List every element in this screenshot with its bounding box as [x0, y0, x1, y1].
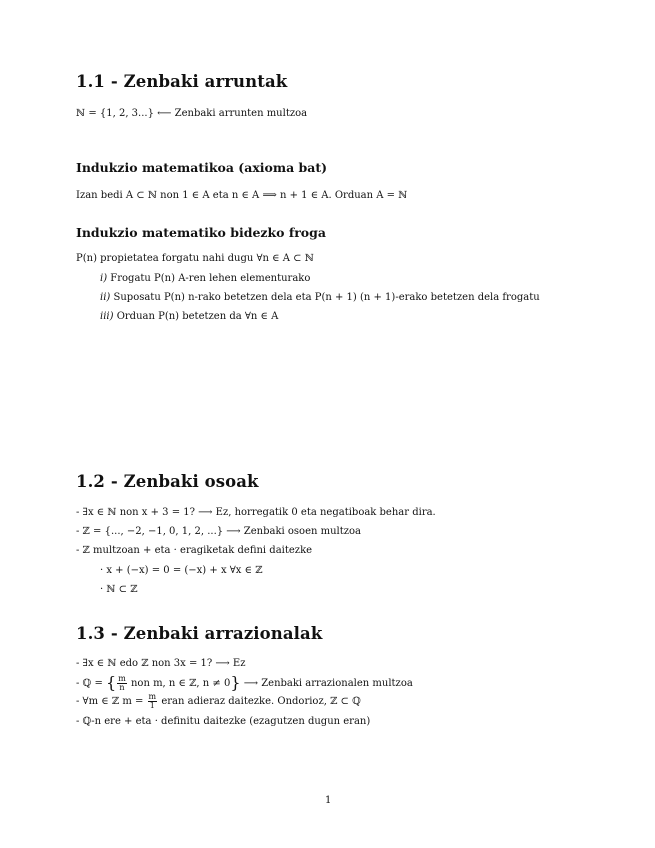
subsection-title-induction-proof: Indukzio matematiko bidezko froga	[76, 225, 326, 240]
step-text: Orduan P(n) betetzen da ∀n ∈ A	[116, 311, 279, 322]
rationals-line-3	[76, 693, 361, 711]
integer-as-fraction-prefix: - ∀m ∈ ℤ m =	[76, 696, 144, 707]
rationals-line-2	[76, 674, 413, 693]
subsection-title-induction-axiom: Indukzio matematikoa (axioma bat)	[76, 160, 328, 175]
step-text: Suposatu P(n) n-rako betetzen dela eta P(n + 1) (n + 1)-erako betetzen dela frogatu	[113, 292, 540, 303]
rationals-line-1: - ∃x ∈ ℕ edo ℤ non 3x = 1? ⟶ Ez	[76, 658, 246, 669]
step-text: Frogatu P(n) A-ren lehen elementurako	[110, 273, 311, 284]
rationals-line-4: - ℚ-n ere + eta · definitu daitezke (ezagutzen dugun eran)	[76, 716, 371, 727]
step-marker: ii)	[100, 292, 111, 303]
step-marker: i)	[100, 273, 108, 284]
integers-bullet-2: · ℕ ⊂ ℤ	[100, 584, 138, 595]
integers-line-2: - ℤ = {..., −2, −1, 0, 1, 2, ...} ⟶ Zenbaki osoen multzoa	[76, 526, 362, 537]
rationals-set-suffix: ⟶ Zenbaki arrazionalen multzoa	[243, 678, 413, 689]
integers-line-3: - ℤ multzoan + eta · eragiketak defini daitezke	[76, 545, 313, 556]
rationals-set-condition: non m, n ∈ ℤ, n ≠ 0	[130, 678, 231, 689]
right-brace: }	[230, 673, 241, 692]
step-marker: iii)	[100, 311, 114, 322]
rationals-set-prefix: - ℚ =	[76, 678, 103, 689]
induction-proof-intro: P(n) propietatea forgatu nahi dugu ∀n ∈ A ⊂ ℕ	[76, 253, 314, 264]
integer-as-fraction-suffix: eran adieraz daitezke. Ondorioz, ℤ ⊂ ℚ	[161, 696, 361, 707]
induction-step-2	[100, 292, 540, 304]
left-brace: {	[106, 673, 117, 692]
induction-step-1	[100, 273, 310, 285]
integers-line-1: - ∃x ∈ ℕ non x + 3 = 1? ⟶ Ez, horregatik 0 eta negatiboak behar dira.	[76, 507, 436, 518]
section-title-natural-numbers: 1.1 - Zenbaki arruntak	[76, 72, 288, 91]
induction-axiom-text: Izan bedi A ⊂ ℕ non 1 ∈ A eta n ∈ A ⟹ n + 1 ∈ A. Orduan A = ℕ	[76, 190, 408, 201]
natural-set-definition: ℕ = {1, 2, 3...} ⟵ Zenbaki arrunten multzoa	[76, 108, 308, 119]
integers-bullet-1: · x + (−x) = 0 = (−x) + x ∀x ∈ ℤ	[100, 565, 263, 576]
page-number: 1	[325, 795, 332, 806]
section-title-rationals: 1.3 - Zenbaki arrazionalak	[76, 624, 323, 643]
fraction-m-over-n	[117, 675, 127, 692]
fraction-m-over-1	[148, 693, 158, 710]
induction-step-3	[100, 311, 278, 323]
fraction-numerator: m	[118, 674, 126, 683]
fraction-denominator: n	[119, 683, 125, 692]
section-title-integers: 1.2 - Zenbaki osoak	[76, 472, 259, 491]
fraction-numerator: m	[148, 692, 157, 701]
fraction-denominator: 1	[149, 701, 155, 710]
